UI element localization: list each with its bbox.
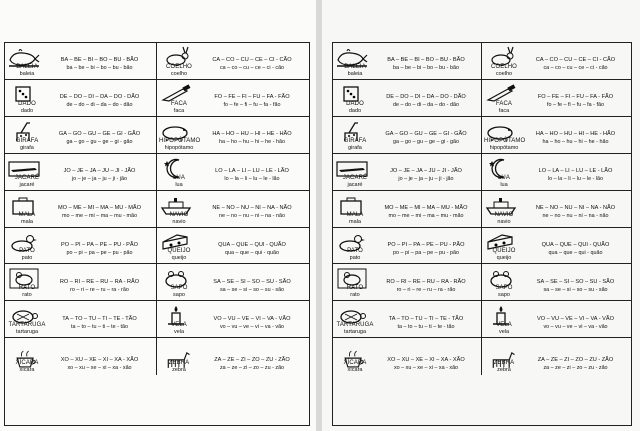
word-lowercase: pato [21, 255, 33, 262]
syllables-caps: ZA – ZE – ZI – ZO – ZU - ZÃO [537, 356, 614, 363]
word-caps: XÍCARA [343, 360, 367, 367]
syllables-lowercase: po – pi – pa – pe – pu - pão [393, 249, 459, 256]
syllable-card [333, 117, 482, 154]
syllables-caps: CA – CO – CU – CE – CI - CÃO [212, 57, 292, 64]
syllables-lowercase: xo – xu – xe – xi – xa - xão [393, 364, 459, 371]
syllable-card [157, 228, 309, 265]
syllables-lowercase: po – pi – pa – pe – pu - pão [66, 249, 133, 256]
right-page [322, 0, 640, 431]
word-lowercase: zebra [497, 367, 511, 374]
word-caps: ZEBRA [168, 360, 190, 367]
syllables-lowercase: jo – je – ja – ju – ji - jão [398, 176, 454, 183]
syllable-card [333, 301, 482, 338]
word-lowercase: lua [500, 181, 508, 188]
syllables-lowercase: ba – be – bi – bo – bu - bão [393, 65, 459, 72]
word-caps: HIPOPÓTAMO [159, 137, 201, 144]
word-lowercase: hipopótamo [489, 144, 519, 151]
syllable-card [157, 117, 309, 154]
syllables-caps: HA – HO – HU – HI – HE - HÃO [212, 131, 292, 138]
syllables-lowercase: lo – la – li – lu – le - lão [224, 176, 280, 183]
syllables-lowercase: sa – se – si – so – su - são [543, 286, 608, 293]
syllables-caps: MO – ME – MI – MA – MU - MÃO [58, 204, 141, 211]
word-lowercase: faca [173, 107, 185, 114]
word-lowercase: tartaruga [343, 329, 366, 336]
syllable-card [482, 117, 631, 154]
syllables-caps: TA – TO – TU – TI – TE - TÃO [62, 315, 137, 322]
syllable-card [5, 154, 157, 191]
word-caps: VELA [496, 322, 512, 329]
left-page [0, 0, 316, 431]
word-lowercase: faca [498, 107, 510, 114]
word-lowercase: baleia [347, 70, 363, 77]
syllable-card [5, 80, 157, 117]
word-caps: BALEIA [344, 63, 366, 70]
word-caps: SAPO [170, 285, 188, 292]
word-caps: JACARÉ [14, 174, 40, 181]
syllables-caps: JO – JE – JA – JU – JI - JÃO [63, 168, 136, 175]
word-caps: VELA [171, 322, 187, 329]
syllable-card [5, 301, 157, 338]
word-caps: FACA [495, 100, 513, 107]
word-lowercase: vela [498, 329, 510, 336]
syllables-lowercase: jo – je – ja – ju – ji - jão [71, 176, 128, 183]
syllables-caps: GA – GO – GU – GE – GI - GÃO [58, 131, 141, 138]
word-caps: NAVIO [494, 211, 514, 218]
syllable-card [333, 154, 482, 191]
syllables-lowercase: mo – me – mi – ma – mu - mão [388, 212, 464, 219]
word-lowercase: sapo [498, 292, 510, 299]
word-caps: SAPO [495, 285, 513, 292]
syllables-lowercase: qua – que – qui - quão [225, 249, 279, 256]
word-lowercase: xícara [347, 367, 363, 374]
syllables-lowercase: fo – fe – fi – fu – fa - fão [547, 102, 604, 109]
syllables-lowercase: xo – xu – xe – xi – xa - xão [67, 364, 132, 371]
word-lowercase: jacaré [19, 181, 35, 188]
syllables-caps: LO – LA – LI – LU – LE - LÃO [215, 168, 289, 175]
word-lowercase: mala [349, 218, 361, 225]
word-caps: MALA [346, 211, 364, 218]
word-caps: XÍCARA [15, 360, 39, 367]
word-caps: JACARÉ [342, 174, 368, 181]
word-lowercase: coelho [170, 70, 188, 77]
syllable-card [333, 191, 482, 228]
syllable-card [5, 228, 157, 265]
word-lowercase: dado [348, 107, 362, 114]
syllable-card [482, 338, 631, 375]
word-caps: QUEIJO [492, 248, 516, 255]
syllables-lowercase: ha – ho – hu – hi – he - hão [219, 139, 285, 146]
syllables-caps: SA – SE – SI – SO – SU - SÃO [536, 278, 615, 285]
syllables-lowercase: ga – go – gu – ge – gi - gão [393, 139, 459, 146]
word-lowercase: rato [350, 292, 360, 299]
syllables-caps: QUA – QUE – QUI - QUÃO [218, 241, 286, 248]
syllable-card [157, 80, 309, 117]
syllable-card [157, 338, 309, 375]
syllables-caps: VO – VU – VE – VI – VA - VÃO [537, 315, 614, 322]
word-lowercase: baleia [19, 70, 35, 77]
syllables-lowercase: ta – to – tu – ti – te - tão [71, 323, 128, 330]
word-caps: TARTARUGA [8, 322, 46, 329]
syllables-caps: JO – JE – JA – JU – JI - JÃO [390, 168, 462, 175]
syllable-card [482, 228, 631, 265]
syllables-caps: PO – PI – PA – PE – PU - PÃO [387, 241, 465, 248]
syllables-lowercase: za – ze – zi – zo – zu - zão [219, 364, 285, 371]
syllables-caps: NE – NO – NU – NI – NA - NÃO [212, 204, 292, 211]
syllable-card [482, 264, 631, 301]
syllable-grid [4, 42, 310, 426]
syllable-card [5, 117, 157, 154]
syllables-lowercase: sa – se – si – so – su - são [219, 286, 285, 293]
syllable-card [157, 301, 309, 338]
syllable-card [333, 228, 482, 265]
syllables-lowercase: ne – no – nu – ni – na - não [542, 212, 609, 219]
word-lowercase: sapo [173, 292, 185, 299]
syllables-lowercase: fo – fe – fi – fu – fa - fão [223, 102, 281, 109]
syllables-caps: QUA – QUE – QUI - QUÃO [541, 241, 610, 248]
syllables-caps: NE – NO – NU – NI – NA - NÃO [535, 204, 616, 211]
syllables-lowercase: lo – la – li – lu – le - lão [547, 176, 604, 183]
syllables-caps: DE – DO – DI – DA – DO - DÃO [59, 94, 140, 101]
syllable-card [333, 43, 482, 80]
syllables-lowercase: ro – ri – re – ru – ra - rão [70, 286, 129, 293]
syllables-caps: SA – SE – SI – SO – SU - SÃO [213, 278, 291, 285]
word-caps: BALEIA [16, 63, 38, 70]
word-lowercase: queijo [171, 255, 187, 262]
syllables-caps: PO – PI – PA – PE – PU - PÃO [61, 241, 138, 248]
word-caps: DADO [346, 100, 364, 107]
word-caps: PATO [347, 248, 363, 255]
syllable-card [157, 264, 309, 301]
syllable-card [5, 43, 157, 80]
syllable-card [333, 264, 482, 301]
syllables-caps: TA – TO – TU – TI – TE - TÃO [388, 315, 464, 322]
syllables-lowercase: mo – me – mi – ma – mu - mão [62, 212, 137, 219]
word-caps: PATO [19, 248, 35, 255]
word-caps: GIRAFA [343, 137, 367, 144]
word-caps: FACA [170, 100, 188, 107]
syllables-caps: FO – FE – FI – FU – FA - FÃO [537, 94, 614, 101]
word-lowercase: pato [349, 255, 361, 262]
word-caps: HIPOPÓTAMO [484, 137, 526, 144]
syllables-caps: GA – GO – GU – GE – GI - GÃO [385, 131, 467, 138]
syllables-lowercase: ba – be – bi – bo – bu - bão [66, 65, 133, 72]
syllables-caps: XO – XU – XE – XI – XA - XÃO [387, 356, 465, 363]
word-lowercase: navio [497, 218, 511, 225]
syllables-caps: ZA – ZE – ZI – ZO – ZU - ZÃO [214, 356, 290, 363]
word-lowercase: rato [22, 292, 32, 299]
word-lowercase: lua [175, 181, 183, 188]
syllables-caps: MO – ME – MI – MA – MU - MÃO [384, 204, 468, 211]
word-caps: NAVIO [169, 211, 189, 218]
syllables-lowercase: de – do – di – da – do - dão [393, 102, 459, 109]
syllables-caps: RO – RI – RE – RU – RA - RÃO [59, 278, 140, 285]
syllable-card [482, 191, 631, 228]
syllables-caps: BA – BE – BI – BO – BU - BÃO [387, 57, 465, 64]
syllables-lowercase: ha – ho – hu – hi – he - hão [542, 139, 609, 146]
syllables-lowercase: vo – vu – ve – vi – va - vão [219, 323, 285, 330]
word-caps: RATO [346, 285, 364, 292]
syllables-lowercase: za – ze – zi – zo – zu - zão [543, 364, 608, 371]
word-lowercase: jacaré [347, 181, 363, 188]
syllables-lowercase: ca – co – cu – ce – ci - cão [219, 65, 285, 72]
word-caps: LUA [498, 174, 510, 181]
syllable-card [482, 43, 631, 80]
word-caps: LUA [173, 174, 185, 181]
word-lowercase: zebra [172, 367, 186, 374]
word-caps: GIRAFA [15, 137, 39, 144]
word-lowercase: hipopótamo [164, 144, 194, 151]
word-caps: MALA [18, 211, 36, 218]
syllable-card [333, 338, 482, 375]
syllables-lowercase: qua – que – qui - quão [548, 249, 603, 256]
word-lowercase: mala [21, 218, 33, 225]
word-lowercase: tartaruga [15, 329, 38, 336]
syllables-caps: XO – XU – XE – XI – XA - XÃO [60, 356, 139, 363]
syllables-lowercase: ro – ri – re – ru – ra - rão [396, 286, 456, 293]
syllables-caps: RO – RI – RE – RU – RA - RÃO [386, 278, 466, 285]
word-lowercase: dado [20, 107, 34, 114]
syllables-lowercase: vo – vu – ve – vi – va - vão [543, 323, 608, 330]
syllables-lowercase: ne – no – nu – ni – na - não [219, 212, 285, 219]
syllable-card [482, 301, 631, 338]
syllables-lowercase: ca – co – cu – ce – ci - cão [543, 65, 608, 72]
word-lowercase: girafa [348, 144, 362, 151]
syllable-card [482, 154, 631, 191]
word-lowercase: coelho [495, 70, 513, 77]
syllables-caps: CA – CO – CU – CE – CI - CÃO [535, 57, 616, 64]
syllables-caps: HA – HO – HU – HI – HE - HÃO [535, 131, 616, 138]
syllables-caps: VO – VU – VE – VI – VA - VÃO [213, 315, 291, 322]
word-lowercase: navio [172, 218, 186, 225]
word-caps: QUEIJO [167, 248, 191, 255]
syllables-lowercase: ta – to – tu – ti – te - tão [397, 323, 455, 330]
syllable-card [5, 264, 157, 301]
syllable-card [5, 191, 157, 228]
syllable-card [157, 191, 309, 228]
syllable-card [482, 80, 631, 117]
word-caps: DADO [18, 100, 36, 107]
word-caps: RATO [18, 285, 36, 292]
word-lowercase: xícara [19, 367, 35, 374]
syllables-lowercase: de – do – di – da – do - dão [66, 102, 133, 109]
syllable-card [333, 80, 482, 117]
syllables-lowercase: ga – go – gu – ge – gi - gão [66, 139, 133, 146]
word-caps: ZEBRA [493, 360, 515, 367]
syllables-caps: DE – DO – DI – DA – DO - DÃO [386, 94, 466, 101]
syllable-card [157, 43, 309, 80]
syllable-card [5, 338, 157, 375]
syllables-caps: LO – LA – LI – LU – LE - LÃO [538, 168, 613, 175]
word-caps: COELHO [166, 63, 192, 70]
word-lowercase: vela [173, 329, 185, 336]
word-caps: TARTARUGA [336, 322, 374, 329]
syllable-grid [332, 42, 632, 426]
syllable-card [157, 154, 309, 191]
syllables-caps: BA – BE – BI – BO – BU - BÃO [60, 57, 139, 64]
word-caps: COELHO [491, 63, 517, 70]
syllables-caps: FO – FE – FI – FU – FA - FÃO [214, 94, 290, 101]
word-lowercase: girafa [20, 144, 34, 151]
word-lowercase: queijo [496, 255, 512, 262]
